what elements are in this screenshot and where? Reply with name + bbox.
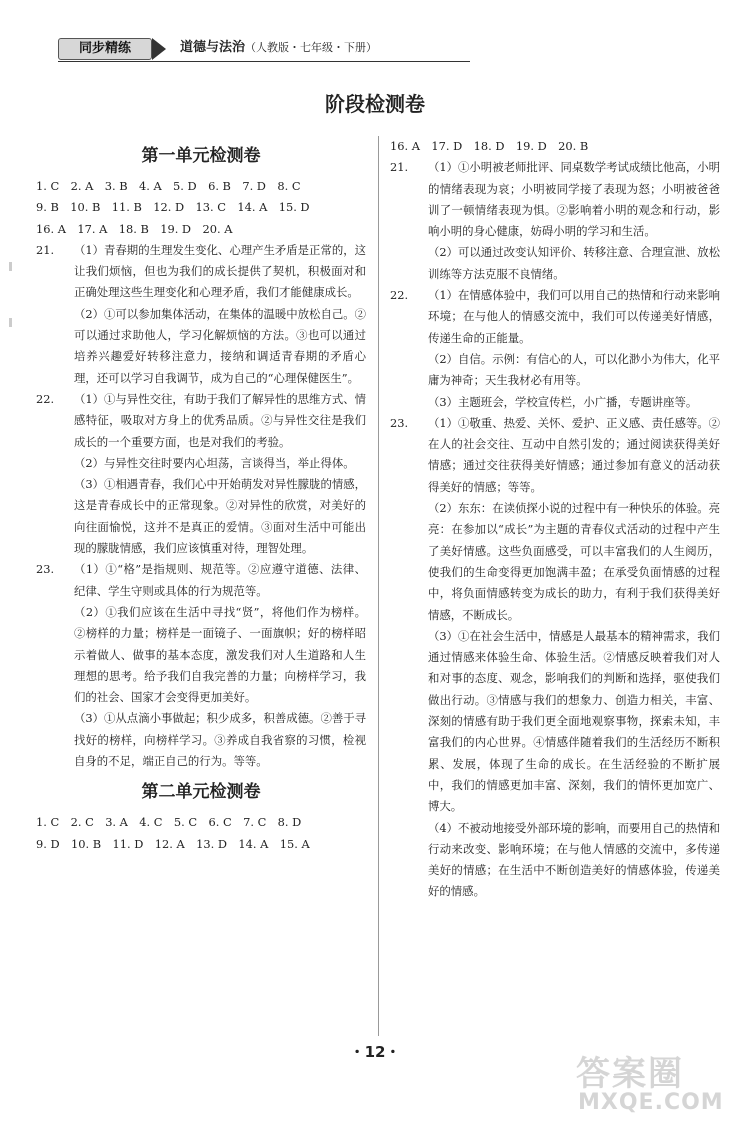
answer-paragraph: （3）①从点滴小事做起；积少成多，积善成德。②善于寻找好的榜样，向榜样学习。③养成自我省察的习惯，检视自身的不足，端正自己的行为。等等。 [74,711,367,769]
book-title [180,38,377,58]
unit2-q23 [390,413,720,903]
unit1-mc-row: 9. B 10. B 11. B 12. D 13. C 14. A 15. D [36,200,310,215]
running-header [58,36,470,60]
unit2-mc-row: 16. A 17. D 18. D 19. D 20. B [390,139,589,153]
answer-paragraph: （2）①可以参加集体活动，在集体的温暖中放松自己。②可以通过求助他人，学习化解烦恼的方法。③也可以通过培养兴趣爱好转移注意力，接纳和调适青春期的矛盾心理，还可以学习自我调节，成为自己的“心理保健医生”。 [74,306,367,385]
question-number: 21. [36,242,55,257]
page-number: ・12・ [349,1043,401,1061]
unit1-q23 [36,559,366,772]
tab-arrow-icon [152,38,166,60]
question-number: 21. [390,160,409,175]
answer-paragraph: （1）①敬重、热爱、关怀、爱护、正义感、责任感等。②在人的社会交往、互动中自然引发的；通过阅读获得美好情感；通过交往获得美好情感；通过参加有意义的活动获得美好的情感；等等。 [428,415,721,494]
page-title: 阶段检测卷 [325,92,425,116]
answer-paragraph: （1）在情感体验中，我们可以用自己的热情和行动来影响环境；在与他人的情感交流中，我们可以传递美好情感，传递生命的正能量。 [428,288,721,345]
unit1-mc-row: 16. A 17. A 18. B 19. D 20. A [36,221,233,236]
unit2-title: 第二单元检测卷 [141,782,261,803]
subject-name: 道德与法治 [180,40,246,55]
answer-paragraph: （1）①与异性交往，有助于我们了解异性的思维方式、情感特征，吸取对方身上的优秀品质。②与异性交往是我们成长的一个重要方面，也是对我们的考验。 [74,391,367,449]
question-number: 22. [36,391,55,406]
unit1-q21 [36,240,366,389]
answer-paragraph: （4）不被动地接受外部环境的影响，而要用自己的热情和行动来改变、影响环境；在与他人情感的交流中，多传递美好的情感；在生活中不断创造美好的情感体验，传递美好的情感。 [428,820,721,899]
answer-paragraph: （1）①“格”是指规则、规范等。②应遵守道德、法律、纪律、学生守则或具体的行为规范等。 [74,562,366,598]
unit1-mc-row: 1. C 2. A 3. B 4. A 5. D 6. B 7. D 8. C [36,179,301,193]
series-tab: 同步精练 [58,38,152,60]
right-column [390,136,720,903]
watermark-logo [568,1046,738,1120]
answer-paragraph: （3）①在社会生活中，情感是人最基本的精神需求，我们通过情感来体验生命、体验生活。②情感反映着我们对人和对事的态度、观念，影响我们的判断和选择，驱使我们做出行动。③情感与我们的想象力、创造力相关，丰富、深刻的情感有助于我们更全面地观察事物，探索未知，丰富我们的内心世界。④情感伴随着我们的生活经历不断积累、发展，体现了生命的成长。在生活经验的不断扩展中，我们的情感更加丰富、深刻，我们的情怀更加宽广、博大。 [428,628,721,814]
header-rule [58,61,470,62]
left-column [36,136,366,855]
unit2-mc-row: 1. C 2. C 3. A 4. C 5. C 6. C 7. C 8. D [36,815,302,830]
question-number: 22. [390,288,409,303]
question-number: 23. [36,562,55,577]
column-divider [378,136,379,1036]
unit1-title: 第一单元检测卷 [141,146,261,166]
scan-mark [9,318,12,327]
question-number: 23. [390,415,409,430]
answer-paragraph: （3）主题班会，学校宣传栏，小广播，专题讲座等。 [428,394,698,409]
answer-paragraph: （3）①相遇青春，我们心中开始萌发对异性朦胧的情感，这是青春成长中的正常现象。②对异性的欣赏，对美好的向往面愉悦，这并不是真正的爱情。③面对生活中可能出现的朦胧情感，我们应该慎重对待，理智处理。 [74,477,367,556]
unit2-q22 [390,285,720,413]
unit2-q21 [390,157,720,285]
watermark-url: MXQE.COM [578,1090,724,1115]
unit2-mc-row: 9. D 10. B 11. D 12. A 13. D 14. A 15. A [36,836,310,851]
answer-paragraph: （2）①我们应该在生活中寻找“贤”，将他们作为榜样。②榜样的力量；榜样是一面镜子、一面旗帜；好的榜样昭示着做人、做事的基本态度，激发我们对人生道路和人生理想的思考。给予我们自我完善的力量；向榜样学习，我们的社会、国家才会变得更加美好。 [74,604,366,705]
scan-mark [9,262,12,271]
watermark-text: 答案圈 [576,1054,684,1094]
answer-paragraph: （2）自信。示例：有信心的人，可以化渺小为伟大，化平庸为神奇；天生我材必有用等。 [428,351,721,388]
edition-label: （人教版・七年级・下册） [245,41,378,54]
answer-paragraph: （2）东东：在读侦探小说的过程中有一种快乐的体验。亮亮：在参加以“成长”为主题的青春仪式活动的过程中产生了美好情感。这些负面感受，可以丰富我们的人生阅历，使我们的生命变得更加饱满丰盈；在承受负面情感的过程中，将负面情感转变为成长的助力，有利于我们获得美好情感，不断成长。 [428,501,721,622]
answer-paragraph: （1）①小明被老师批评、同桌数学考试成绩比他高，小明的情绪表现为哀；小明被同学接了表现为怒；小明被爸爸训了一顿情绪表现为惧。②影响着小明的观念和行动，影响小明的身心健康，妨碍小明的学习和生活。 [428,160,721,239]
answer-paragraph: （1）青春期的生理发生变化、心理产生矛盾是正常的，这让我们烦恼，但也为我们的成长提供了契机，积极面对和正确处理这些生理变化和心理矛盾，我们才能健康成长。 [74,242,367,300]
answer-paragraph: （2）可以通过改变认知评价、转移注意、合理宣泄、放松训练等方法克服不良情绪。 [428,245,721,281]
unit1-q22 [36,389,366,559]
answer-paragraph: （2）与异性交往时要内心坦荡，言谈得当，举止得体。 [74,455,355,470]
